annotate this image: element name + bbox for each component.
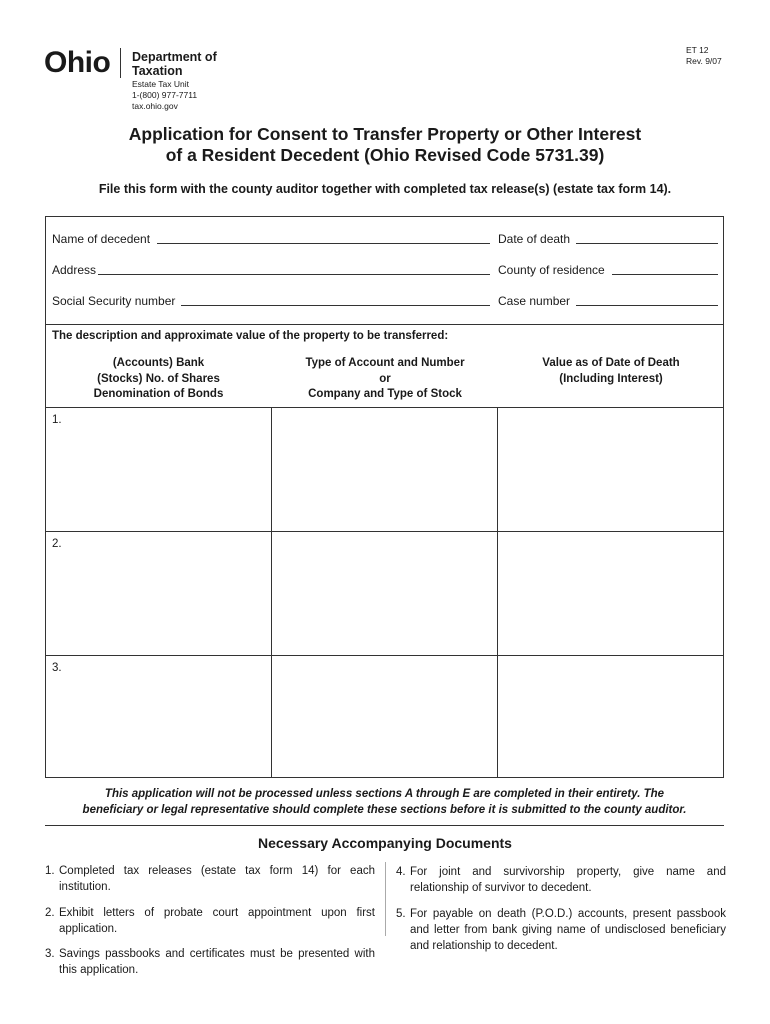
column-header-type-line-1: Type of Account and Number xyxy=(305,357,465,369)
column-separator xyxy=(385,862,386,936)
date-of-death-field[interactable] xyxy=(576,243,718,244)
column-header-value-line-2: (Including Interest) xyxy=(559,372,663,385)
department-line-1: Department of xyxy=(132,50,217,64)
address-field[interactable] xyxy=(98,274,490,275)
case-number-label: Case number xyxy=(498,294,571,308)
notice-line-2: beneficiary or legal representative should complete these sections before it is submitted to the county auditor. xyxy=(82,804,687,816)
department-line-2: Taxation xyxy=(132,64,183,78)
form-id xyxy=(686,45,722,67)
column-header-type-line-2: or xyxy=(379,372,391,385)
document-item-3 xyxy=(45,946,375,978)
document-item-2 xyxy=(45,905,375,937)
form-revision: Rev. 9/07 xyxy=(686,56,722,66)
county-label: County of residence xyxy=(498,263,605,277)
column-header-type-line-3: Company and Type of Stock xyxy=(308,388,462,400)
documents-heading: Necessary Accompanying Documents xyxy=(258,835,512,851)
property-description: The description and approximate value of the property to be transferred: xyxy=(52,330,449,342)
document-item-5 xyxy=(396,906,726,954)
document-item-1-number: 1. xyxy=(45,865,55,877)
title-line-2: of a Resident Decedent (Ohio Revised Code 5731.39) xyxy=(165,145,605,165)
notice-line-1: This application will not be processed unless sections A through E are completed in their entirety. The xyxy=(104,788,665,800)
name-field[interactable] xyxy=(157,243,490,244)
document-item-1-text: Completed tax releases (estate tax form 14) for each institution. xyxy=(59,865,375,893)
row-number-1: 1. xyxy=(52,414,62,426)
document-item-3-number: 3. xyxy=(45,948,55,960)
row-1-value-cell[interactable] xyxy=(498,408,723,531)
section-divider xyxy=(45,324,724,325)
row-number-3: 3. xyxy=(52,662,62,674)
title-line-1: Application for Consent to Transfer Property or Other Interest xyxy=(128,124,642,144)
ssn-label: Social Security number xyxy=(52,294,176,308)
unit-info xyxy=(132,79,197,112)
column-header-bank-line-1: (Accounts) Bank xyxy=(112,357,205,369)
column-header-bank xyxy=(45,356,272,403)
document-item-1 xyxy=(45,863,375,895)
column-header-bank-line-3: Denomination of Bonds xyxy=(93,388,224,400)
document-item-3-text: Savings passbooks and certificates must be presented with this application. xyxy=(59,948,375,976)
row-1-bank-cell[interactable] xyxy=(46,408,271,531)
row-3-type-cell[interactable] xyxy=(272,656,497,777)
row-number-2: 2. xyxy=(52,538,62,550)
ohio-logo: Ohio xyxy=(44,46,111,79)
document-item-4-text: For joint and survivorship property, give name and relationship of survivor to decedent. xyxy=(410,866,726,894)
date-of-death-label: Date of death xyxy=(498,232,571,246)
document-item-5-number: 5. xyxy=(396,908,406,920)
processing-notice xyxy=(45,786,724,818)
row-3-bank-cell[interactable] xyxy=(46,656,271,777)
row-3-value-cell[interactable] xyxy=(498,656,723,777)
column-header-bank-line-2: (Stocks) No. of Shares xyxy=(97,372,220,385)
document-item-4 xyxy=(396,864,726,896)
logo-divider xyxy=(120,48,121,78)
instructions: File this form with the county auditor together with completed tax release(s) (estate tax form 14). xyxy=(98,182,672,196)
row-2-value-cell[interactable] xyxy=(498,532,723,655)
ssn-field[interactable] xyxy=(181,305,490,306)
unit-name: Estate Tax Unit xyxy=(132,79,190,89)
unit-website: tax.ohio.gov xyxy=(132,101,178,111)
column-header-value-line-1: Value as of Date of Death xyxy=(542,357,680,369)
row-1-type-cell[interactable] xyxy=(272,408,497,531)
row-2-bank-cell[interactable] xyxy=(46,532,271,655)
column-header-value xyxy=(498,356,724,387)
department-name xyxy=(132,50,217,78)
notice-rule xyxy=(45,825,724,826)
county-field[interactable] xyxy=(612,274,718,275)
document-item-5-text: For payable on death (P.O.D.) accounts, present passbook and letter from bank giving name of undisclosed beneficiary and relationship to decedent. xyxy=(410,908,726,952)
row-2-type-cell[interactable] xyxy=(272,532,497,655)
document-item-4-number: 4. xyxy=(396,866,406,878)
address-label: Address xyxy=(52,263,97,277)
document-item-2-number: 2. xyxy=(45,907,55,919)
page-title xyxy=(0,124,770,166)
case-number-field[interactable] xyxy=(576,305,718,306)
name-label: Name of decedent xyxy=(52,232,151,246)
column-header-type xyxy=(272,356,498,403)
form-number: ET 12 xyxy=(686,45,709,55)
document-item-2-text: Exhibit letters of probate court appointment upon first application. xyxy=(59,907,375,935)
unit-phone: 1-(800) 977-7711 xyxy=(132,90,198,100)
